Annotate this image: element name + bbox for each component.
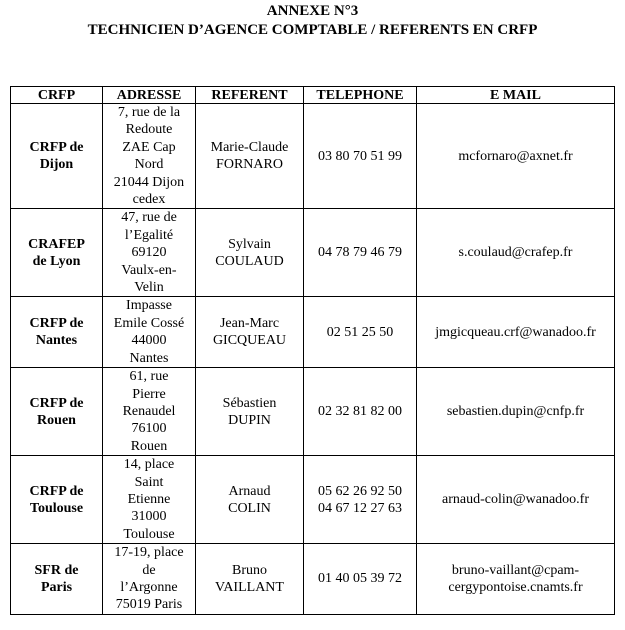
referent-line: Marie-Claude [210, 140, 289, 156]
address-cell [103, 297, 196, 368]
address-line: 69120 [131, 245, 167, 261]
phone-line: 02 32 81 82 00 [318, 404, 402, 420]
email-cell [417, 456, 615, 544]
crfp-cell [11, 544, 103, 615]
referent-line: GICQUEAU [212, 333, 287, 349]
header-email: E MAIL [417, 87, 615, 104]
address-cell [103, 456, 196, 544]
crfp-cell [11, 209, 103, 297]
email-line: cergypontoise.cnamts.fr [448, 579, 583, 595]
phone-cell [304, 456, 417, 544]
address-line: Etienne [127, 491, 171, 507]
table-header-row [11, 87, 615, 104]
referent-line: VAILLANT [215, 579, 284, 595]
address-line: 75019 Paris [115, 597, 183, 613]
address-line: Renaudel [122, 403, 176, 419]
email-cell [417, 368, 615, 456]
phone-cell [304, 104, 417, 209]
header-referent: REFERENT [196, 87, 304, 104]
referent-line: DUPIN [228, 412, 271, 428]
address-line: l’Egalité [124, 227, 174, 243]
referent-cell [196, 368, 304, 456]
address-line: Nantes [129, 350, 169, 366]
crfp-line: Toulouse [29, 500, 84, 516]
crfp-cell [11, 297, 103, 368]
table-row [11, 209, 615, 297]
crfp-line: de Lyon [32, 253, 81, 269]
referent-line: COULAUD [215, 253, 284, 269]
crfp-line: Nantes [35, 333, 78, 349]
phone-line: 03 80 70 51 99 [318, 148, 402, 164]
address-line: Saint [134, 474, 164, 490]
crfp-cell [11, 104, 103, 209]
phone-line: 05 62 26 92 50 [318, 483, 402, 499]
address-line: ZAE Cap [122, 139, 176, 155]
crfp-line: CRFP de [29, 395, 84, 411]
email-line: bruno-vaillant@cpam- [451, 562, 580, 578]
referent-line: Jean-Marc [219, 316, 280, 332]
annex-subtitle: TECHNICIEN D’AGENCE COMPTABLE / REFERENTS EN CRFP [87, 22, 538, 38]
table-row [11, 368, 615, 456]
referent-cell [196, 544, 304, 615]
crfp-line: CRFP de [29, 140, 84, 156]
phone-cell [304, 209, 417, 297]
annex-title: ANNEXE N°3 [266, 3, 359, 19]
address-cell [103, 104, 196, 209]
address-line: 21044 Dijon [113, 174, 185, 190]
address-line: 7, rue de la [117, 105, 181, 120]
email-cell [417, 209, 615, 297]
address-cell [103, 368, 196, 456]
email-line: arnaud-colin@wanadoo.fr [442, 492, 589, 508]
address-line: Nord [134, 157, 164, 173]
referent-cell [196, 104, 304, 209]
address-line: 47, rue de [121, 210, 177, 226]
crfp-line: CRFP de [29, 316, 84, 332]
address-line: 17-19, place [114, 545, 184, 561]
crfp-line: SFR de [34, 562, 79, 578]
address-line: 44000 [131, 333, 167, 349]
address-line: 76100 [131, 421, 167, 437]
referent-cell [196, 297, 304, 368]
header-telephone: TELEPHONE [304, 87, 417, 104]
email-line: mcfornaro@axnet.fr [458, 148, 573, 164]
header-address: ADRESSE [103, 87, 196, 104]
address-line: 61, rue [129, 369, 169, 385]
crfp-cell [11, 456, 103, 544]
address-line: Rouen [130, 438, 168, 454]
referent-cell [196, 456, 304, 544]
email-cell [417, 104, 615, 209]
crfp-line: CRFP de [29, 483, 84, 499]
address-line: l’Argonne [120, 579, 178, 595]
table-row [11, 456, 615, 544]
address-line: Pierre [132, 386, 166, 402]
address-cell [103, 544, 196, 615]
address-line: de [142, 562, 156, 578]
phone-cell [304, 368, 417, 456]
email-line: s.coulaud@crafep.fr [458, 245, 573, 261]
table-row [11, 297, 615, 368]
referent-line: Sylvain [228, 236, 271, 252]
table-row [11, 104, 615, 209]
address-line: Impasse [126, 298, 172, 314]
address-line: cedex [132, 192, 166, 208]
email-line: sebastien.dupin@cnfp.fr [446, 404, 585, 420]
referent-line: FORNARO [216, 157, 283, 173]
phone-line: 04 78 79 46 79 [318, 245, 402, 261]
address-cell [103, 209, 196, 297]
crfp-line: Rouen [37, 412, 76, 428]
phone-cell [304, 297, 417, 368]
address-line: Vaulx-en- [121, 262, 177, 278]
phone-line: 02 51 25 50 [326, 324, 394, 340]
referent-cell [196, 209, 304, 297]
address-line: Velin [134, 280, 164, 296]
phone-line: 01 40 05 39 72 [318, 571, 402, 587]
referent-line: Arnaud [228, 483, 271, 499]
referents-table [10, 86, 615, 615]
referent-line: COLIN [228, 500, 271, 516]
header-crfp: CRFP [11, 87, 103, 104]
referent-line: Bruno [232, 562, 267, 578]
crfp-line: Dijon [39, 157, 74, 173]
table-row [11, 544, 615, 615]
address-line: 31000 [131, 509, 167, 525]
phone-line: 04 67 12 27 63 [318, 500, 402, 516]
crfp-line: CRAFEP [28, 236, 85, 252]
address-line: Toulouse [123, 526, 175, 542]
address-line: Emile Cossé [113, 315, 185, 331]
email-cell [417, 297, 615, 368]
email-line: jmgicqueau.crf@wanadoo.fr [435, 324, 596, 340]
phone-cell [304, 544, 417, 615]
address-line: 14, place [123, 457, 175, 473]
referent-line: Sébastien [222, 395, 277, 411]
address-line: Redoute [125, 122, 173, 138]
crfp-line: Paris [40, 579, 73, 595]
email-cell [417, 544, 615, 615]
crfp-cell [11, 368, 103, 456]
